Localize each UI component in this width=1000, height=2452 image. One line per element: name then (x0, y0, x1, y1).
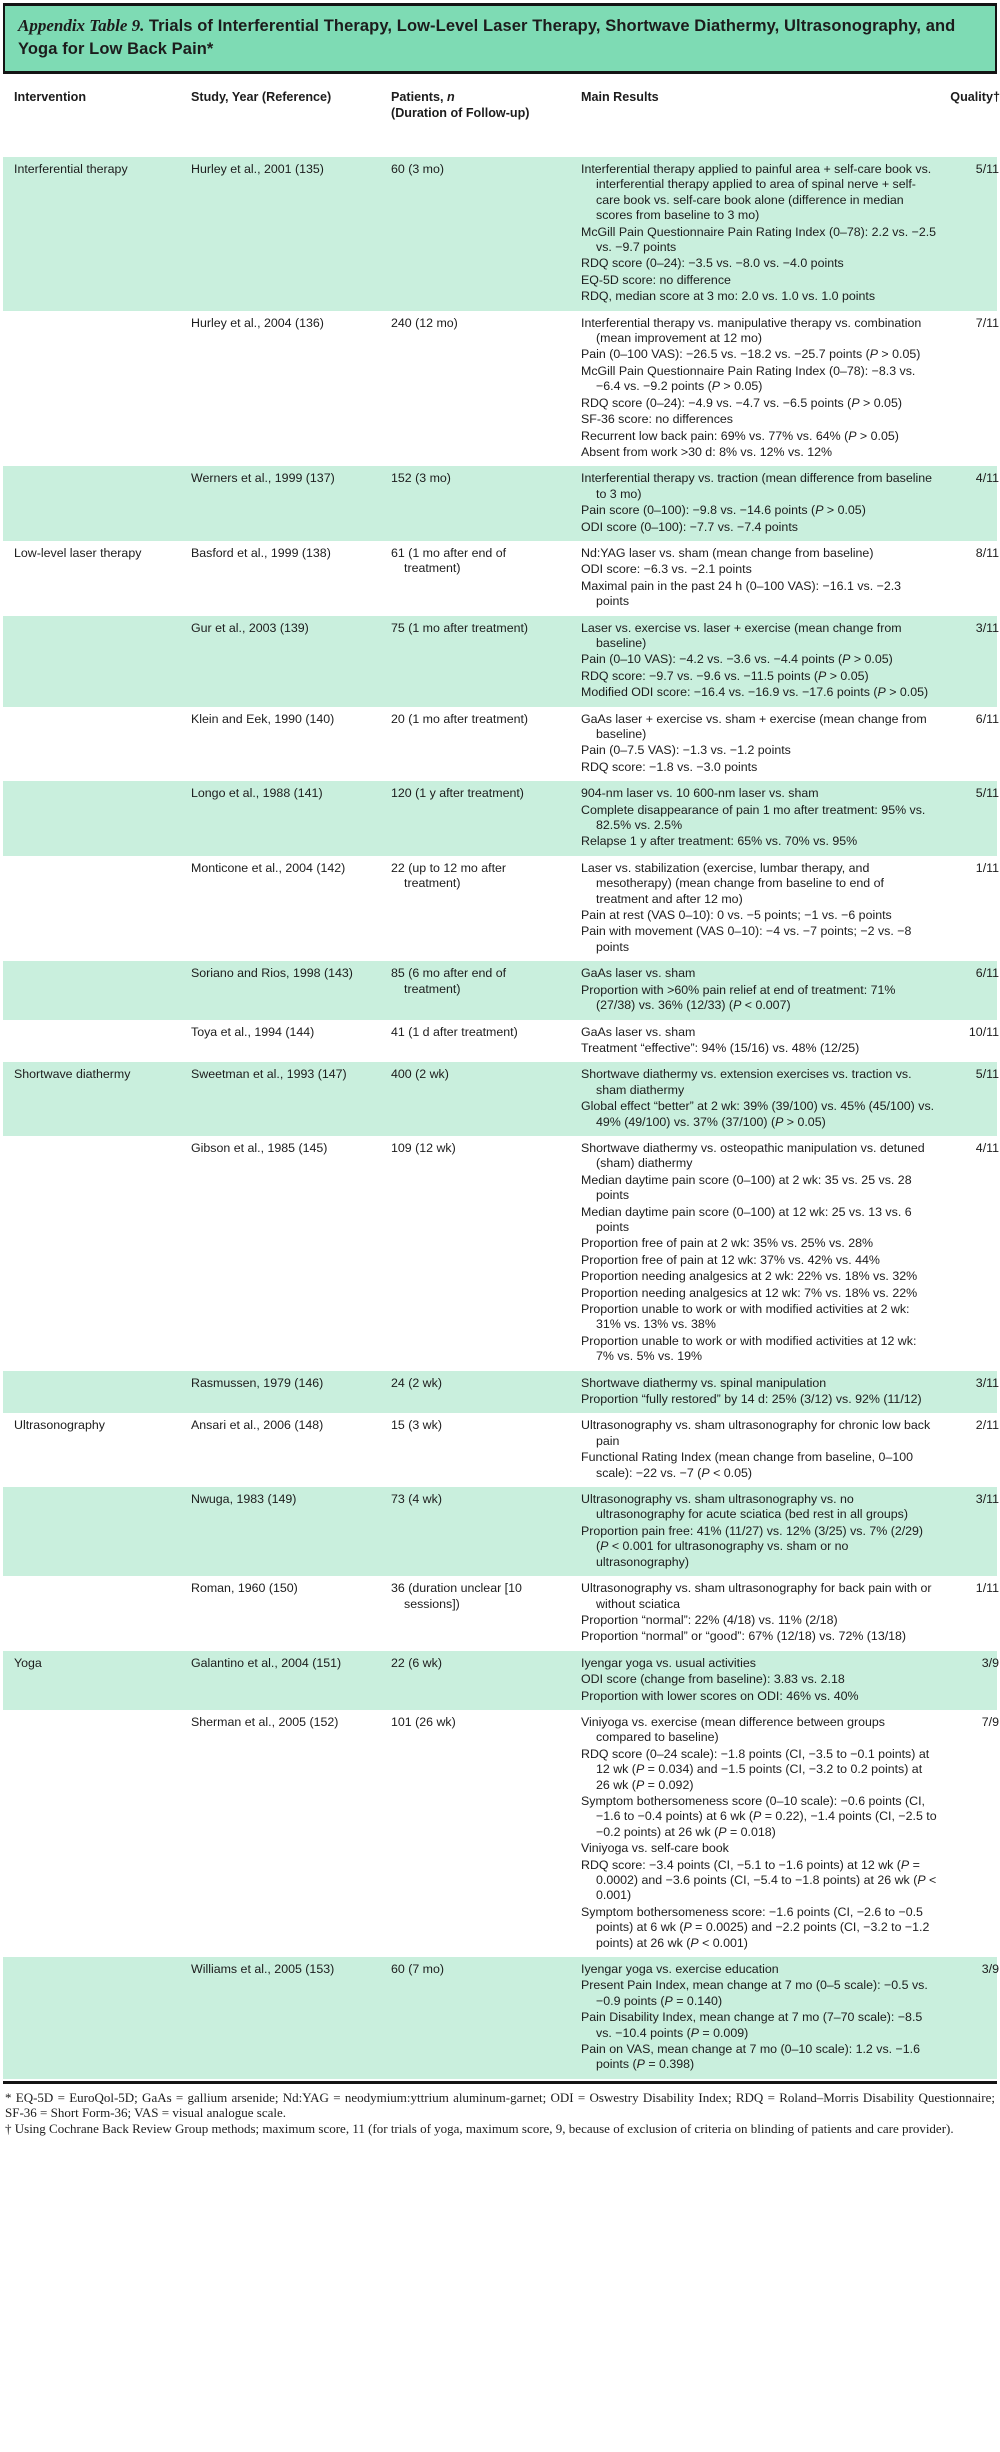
study-text: Gibson et al., 1985 (145) (191, 1140, 328, 1155)
result-line: GaAs laser vs. sham (581, 966, 696, 981)
quality-score: 3/9 (981, 1962, 999, 1977)
study-cell (191, 311, 391, 467)
study-text: Sherman et al., 2005 (152) (191, 1714, 339, 1729)
result-line: RDQ score (0–24 scale): −1.8 points (CI, −3.5 to −0.1 points) at 12 wk (P = 0.034) and −1.5 points (CI, −3.2 to 0.2 points) at 26 wk (P = 0.092) (581, 1746, 930, 1792)
result-line: EQ-5D score: no difference (581, 272, 731, 287)
result-line: Complete disappearance of pain 1 mo after treatment: 95% vs. 82.5% vs. 2.5% (581, 802, 926, 833)
patients-text: 15 (3 wk) (391, 1418, 442, 1433)
patients-text: 85 (6 mo after end of treatment) (391, 966, 507, 996)
patients-cell (391, 1487, 581, 1576)
result-line: ODI score (0–100): −7.7 vs. −7.4 points (581, 519, 798, 534)
column-header-study: Study, Year (Reference) (191, 90, 332, 104)
patients-cell (391, 856, 581, 961)
intervention-cell (3, 1487, 191, 1576)
patients-text: 120 (1 y after treatment) (391, 786, 524, 801)
results-cell (581, 1371, 947, 1414)
result-line: Interferential therapy vs. manipulative therapy vs. combination (mean improvement at 12 mo) (581, 315, 922, 346)
study-cell (191, 541, 391, 616)
patients-cell (391, 1136, 581, 1371)
result-line: RDQ score (0–24): −3.5 vs. −8.0 vs. −4.0 points (581, 256, 844, 271)
result-line: Proportion pain free: 41% (11/27) vs. 12% (3/25) vs. 7% (2/29) (P < 0.001 for ultrasonography vs. sham or no ultrasonography) (581, 1523, 924, 1569)
result-line: Global effect “better” at 2 wk: 39% (39/100) vs. 45% (45/100) vs. 49% (49/100) vs. 37% (37/100) (P > 0.05) (581, 1099, 935, 1129)
patients-cell (391, 311, 581, 467)
results-cell (581, 466, 947, 541)
patients-cell (391, 1651, 581, 1710)
patients-text: 60 (3 mo) (391, 162, 445, 176)
patients-cell (391, 1020, 581, 1063)
column-header-patients: Patients, n (Duration of Follow-up) (391, 90, 530, 120)
footnote: † Using Cochrane Back Review Group methods; maximum score, 11 (for trials of yoga, maximum score, 9, because of exclusion of criteria on blinding of patients and care provider). (5, 2120, 954, 2136)
result-line: Maximal pain in the past 24 h (0–100 VAS): −16.1 vs. −2.3 points (581, 578, 902, 609)
result-line: GaAs laser + exercise vs. sham + exercise (mean change from baseline) (581, 711, 927, 741)
table-row (3, 856, 997, 961)
result-line: Proportion with lower scores on ODI: 46% vs. 40% (581, 1688, 859, 1703)
result-line: Pain (0–7.5 VAS): −1.3 vs. −1.2 points (581, 743, 791, 758)
patients-text: 60 (7 mo) (391, 1962, 445, 1977)
study-text: Roman, 1960 (150) (191, 1581, 298, 1596)
table-row (3, 311, 997, 467)
result-line: Proportion needing analgesics at 2 wk: 22% vs. 18% vs. 32% (581, 1269, 918, 1284)
patients-n-symbol: n (447, 90, 455, 104)
intervention-cell (3, 1576, 191, 1651)
result-line: Laser vs. exercise vs. laser + exercise (mean change from baseline) (581, 620, 902, 650)
results-cell (581, 1651, 947, 1710)
results-cell (581, 1136, 947, 1371)
result-line: Relapse 1 y after treatment: 65% vs. 70% vs. 95% (581, 834, 858, 849)
results-cell (581, 781, 947, 856)
table-body (3, 157, 997, 2079)
quality-score: 5/11 (975, 1067, 999, 1082)
quality-score: 5/11 (975, 786, 999, 801)
result-line: Modified ODI score: −16.4 vs. −16.9 vs. −17.6 points (P > 0.05) (581, 685, 929, 700)
results-cell (581, 1957, 947, 2079)
intervention-cell: Ultrasonography (14, 1418, 105, 1433)
result-line: Ultrasonography vs. sham ultrasonography vs. no ultrasonography for acute sciatica (bed rest in all groups) (581, 1492, 908, 1522)
intervention-cell (3, 466, 191, 541)
result-line: Nd:YAG laser vs. sham (mean change from baseline) (581, 545, 874, 560)
result-line: Proportion free of pain at 12 wk: 37% vs. 42% vs. 44% (581, 1252, 880, 1267)
patients-text: 61 (1 mo after end of treatment) (391, 545, 507, 576)
table-title-banner (3, 3, 997, 74)
intervention-cell (3, 1371, 191, 1414)
patients-cell (391, 1062, 581, 1136)
study-text: Longo et al., 1988 (141) (191, 786, 323, 801)
patients-text: 22 (up to 12 mo after treatment) (391, 860, 507, 891)
quality-score: 8/11 (975, 545, 999, 560)
column-header-intervention: Intervention (14, 90, 87, 104)
study-cell (191, 1487, 391, 1576)
patients-text: 152 (3 mo) (391, 471, 451, 486)
column-header-row (3, 74, 1000, 157)
intervention-cell (3, 1136, 191, 1371)
patients-text: 109 (12 wk) (391, 1140, 456, 1155)
quality-score: 4/11 (975, 471, 999, 486)
study-cell (191, 1576, 391, 1651)
result-line: 904-nm laser vs. 10 600-nm laser vs. sham (581, 786, 819, 801)
quality-score: 3/9 (981, 1655, 999, 1670)
quality-score: 1/11 (975, 860, 999, 875)
result-line: Iyengar yoga vs. usual activities (581, 1655, 756, 1670)
study-cell (191, 616, 391, 707)
table-row (3, 541, 997, 616)
result-line: RDQ score: −3.4 points (CI, −5.1 to −1.6 points) at 12 wk (P = 0.0002) and −3.6 points (CI, −5.4 to −1.8 points) at 26 wk (P < 0.001) (581, 1857, 937, 1903)
intervention-cell (3, 311, 191, 467)
result-line: Pain Disability Index, mean change at 7 mo (7–70 scale): −8.5 vs. −10.4 points (P = 0.009) (581, 2010, 923, 2040)
result-line: SF-36 score: no differences (581, 412, 733, 427)
quality-score: 3/11 (975, 1375, 999, 1390)
result-line: Proportion “normal”: 22% (4/18) vs. 11% (2/18) (581, 1612, 838, 1627)
result-line: Median daytime pain score (0–100) at 12 wk: 25 vs. 13 vs. 6 points (581, 1204, 912, 1234)
patients-cell (391, 466, 581, 541)
patients-cell (391, 961, 581, 1019)
intervention-cell (3, 961, 191, 1019)
result-line: Symptom bothersomeness score (0–10 scale): −0.6 points (CI, −1.6 to −0.4 points) at 6 wk (P = 0.22), −1.4 points (CI, −2.5 to −0.2 points) at 26 wk (P = 0.018) (581, 1793, 937, 1839)
patients-cell (391, 616, 581, 707)
results-cell (581, 1576, 947, 1651)
study-cell (191, 1957, 391, 2079)
result-line: Shortwave diathermy vs. spinal manipulation (581, 1375, 827, 1390)
result-line: McGill Pain Questionnaire Pain Rating Index (0–78): −8.3 vs. −6.4 vs. −9.2 points (P > 0.05) (581, 363, 916, 394)
table-row (3, 1710, 997, 1957)
result-line: Proportion unable to work or with modified activities at 12 wk: 7% vs. 5% vs. 19% (581, 1333, 917, 1364)
intervention-cell (3, 781, 191, 856)
patients-text: 22 (6 wk) (391, 1655, 442, 1670)
study-text: Williams et al., 2005 (153) (191, 1962, 335, 1977)
quality-score: 3/11 (975, 1492, 999, 1507)
result-line: Recurrent low back pain: 69% vs. 77% vs. 64% (P > 0.05) (581, 428, 899, 443)
study-text: Hurley et al., 2001 (135) (191, 162, 324, 176)
table-row (3, 157, 997, 311)
intervention-cell: Yoga (14, 1655, 42, 1670)
table-row (3, 1020, 997, 1063)
intervention-cell: Low-level laser therapy (14, 545, 142, 560)
patients-text: 240 (12 mo) (391, 315, 458, 330)
result-line: RDQ score (0–24): −4.9 vs. −4.7 vs. −6.5 points (P > 0.05) (581, 395, 902, 410)
intervention-cell (3, 707, 191, 782)
result-line: Pain at rest (VAS 0–10): 0 vs. −5 points; −1 vs. −6 points (581, 908, 892, 923)
results-cell (581, 1062, 947, 1136)
result-line: Iyengar yoga vs. exercise education (581, 1962, 779, 1977)
study-text: Galantino et al., 2004 (151) (191, 1655, 342, 1670)
study-text: Toya et al., 1994 (144) (191, 1024, 315, 1039)
table-row (3, 1371, 997, 1414)
result-line: Pain (0–10 VAS): −4.2 vs. −3.6 vs. −4.4 points (P > 0.05) (581, 652, 893, 667)
result-line: Shortwave diathermy vs. osteopathic manipulation vs. detuned (sham) diathermy (581, 1140, 925, 1171)
quality-score: 7/11 (975, 315, 999, 330)
table-row (3, 466, 997, 541)
result-line: McGill Pain Questionnaire Pain Rating Index (0–78): 2.2 vs. −2.5 vs. −9.7 points (581, 224, 937, 255)
patients-cell (391, 1576, 581, 1651)
study-cell (191, 1020, 391, 1063)
quality-score: 10/11 (968, 1024, 999, 1039)
result-line: Laser vs. stabilization (exercise, lumbar therapy, and mesotherapy) (mean change from baseline to end of treatment and after 12 mo) (581, 860, 884, 906)
study-text: Sweetman et al., 1993 (147) (191, 1067, 347, 1082)
result-line: RDQ score: −1.8 vs. −3.0 points (581, 759, 758, 774)
study-cell (191, 707, 391, 782)
study-text: Klein and Eek, 1990 (140) (191, 711, 335, 726)
result-line: Symptom bothersomeness score: −1.6 points (CI, −2.6 to −0.5 points) at 6 wk (P = 0.0025) and −2.2 points (CI, −3.2 to −1.2 points) at 26 wk (P < 0.001) (581, 1904, 930, 1950)
result-line: Functional Rating Index (mean change from baseline, 0–100 scale): −22 vs. −7 (P < 0.05) (581, 1450, 914, 1480)
footnote: * EQ-5D = EuroQol-5D; GaAs = gallium arsenide; Nd:YAG = neodymium:yttrium aluminum-garnet; ODI = Oswestry Disability Index; RDQ = Roland–Morris Disability Questionnaire; SF-36 = Short Form-36; VAS = visual analogue scale. (5, 2089, 995, 2121)
result-line: Proportion “normal” or “good”: 67% (12/18) vs. 72% (13/18) (581, 1629, 907, 1644)
result-line: RDQ, median score at 3 mo: 2.0 vs. 1.0 vs. 1.0 points (581, 289, 876, 304)
results-cell (581, 616, 947, 707)
study-text: Ansari et al., 2006 (148) (191, 1418, 324, 1433)
result-line: Ultrasonography vs. sham ultrasonography for back pain with or without sciatica (581, 1581, 932, 1611)
table-row (3, 707, 997, 782)
results-cell (581, 1487, 947, 1576)
results-cell (581, 1020, 947, 1063)
patients-text: 400 (2 wk) (391, 1067, 449, 1082)
study-cell (191, 856, 391, 961)
result-line: Proportion unable to work or with modified activities at 2 wk: 31% vs. 13% vs. 38% (581, 1302, 910, 1332)
table-row (3, 961, 997, 1019)
results-cell (581, 961, 947, 1019)
study-text: Gur et al., 2003 (139) (191, 620, 309, 635)
intervention-cell (3, 1710, 191, 1957)
intervention-cell (3, 1020, 191, 1063)
result-line: Ultrasonography vs. sham ultrasonography for chronic low back pain (581, 1418, 931, 1448)
quality-score: 1/11 (975, 1581, 999, 1596)
study-text: Hurley et al., 2004 (136) (191, 315, 324, 330)
result-line: Present Pain Index, mean change at 7 mo (0–5 scale): −0.5 vs. −0.9 points (P = 0.140) (581, 1978, 928, 2008)
intervention-cell (3, 1957, 191, 2079)
patients-cell (391, 541, 581, 616)
result-line: Interferential therapy vs. traction (mean difference from baseline to 3 mo) (581, 471, 933, 501)
quality-score: 6/11 (975, 711, 999, 726)
result-line: Median daytime pain score (0–100) at 2 wk: 35 vs. 25 vs. 28 points (581, 1172, 912, 1203)
patients-text: 75 (1 mo after treatment) (391, 620, 529, 635)
result-line: Proportion free of pain at 2 wk: 35% vs. 25% vs. 28% (581, 1236, 874, 1251)
result-line: Shortwave diathermy vs. extension exercises vs. traction vs. sham diathermy (581, 1067, 912, 1097)
result-line: Proportion with >60% pain relief at end of treatment: 71% (27/38) vs. 36% (12/33) (P < 0.007) (581, 982, 896, 1013)
table-row (3, 1576, 997, 1651)
patients-text: 73 (4 wk) (391, 1492, 442, 1507)
quality-score: 5/11 (975, 162, 999, 176)
quality-score: 4/11 (975, 1140, 999, 1155)
table-row (3, 1651, 997, 1710)
study-cell (191, 1651, 391, 1710)
table-title-text: Trials of Interferential Therapy, Low-Level Laser Therapy, Shortwave Diathermy, Ultrasonography, and Yoga for Low Back Pain* (18, 17, 956, 58)
study-text: Basford et al., 1999 (138) (191, 545, 331, 560)
study-cell (191, 781, 391, 856)
patients-text: 24 (2 wk) (391, 1375, 442, 1390)
quality-score: 6/11 (975, 966, 999, 981)
intervention-cell: Interferential therapy (14, 162, 128, 176)
result-line: GaAs laser vs. sham (581, 1024, 696, 1039)
study-text: Monticone et al., 2004 (142) (191, 860, 346, 875)
results-cell (581, 311, 947, 467)
result-line: ODI score: −6.3 vs. −2.1 points (581, 562, 752, 577)
patients-cell (391, 707, 581, 782)
table-row (3, 1413, 997, 1487)
results-cell (581, 1413, 947, 1487)
table-row (3, 616, 997, 707)
results-cell (581, 1710, 947, 1957)
study-cell (191, 1710, 391, 1957)
results-cell (581, 541, 947, 616)
patients-cell (391, 781, 581, 856)
patients-cell (391, 1371, 581, 1414)
study-text: Rasmussen, 1979 (146) (191, 1375, 324, 1390)
result-line: RDQ score: −9.7 vs. −9.6 vs. −11.5 points (P > 0.05) (581, 668, 869, 683)
study-cell (191, 466, 391, 541)
table-row (3, 1136, 997, 1371)
result-line: Proportion “fully restored” by 14 d: 25% (3/12) vs. 92% (11/12) (581, 1392, 922, 1407)
intervention-cell (3, 856, 191, 961)
table-row (3, 1957, 997, 2079)
patients-text: 41 (1 d after treatment) (391, 1024, 518, 1039)
quality-score: 7/9 (981, 1714, 999, 1729)
study-cell (191, 961, 391, 1019)
result-line: Viniyoga vs. self-care book (581, 1841, 729, 1856)
results-cell (581, 856, 947, 961)
study-cell (191, 1136, 391, 1371)
patients-text: 20 (1 mo after treatment) (391, 711, 529, 726)
patients-text: 101 (26 wk) (391, 1714, 456, 1729)
quality-score: 2/11 (975, 1418, 999, 1433)
table-row (3, 781, 997, 856)
study-cell (191, 1413, 391, 1487)
results-cell (581, 157, 947, 311)
patients-cell (391, 1413, 581, 1487)
patients-cell (391, 1710, 581, 1957)
results-cell (581, 707, 947, 782)
study-text: Werners et al., 1999 (137) (191, 471, 335, 486)
result-line: Pain (0–100 VAS): −26.5 vs. −18.2 vs. −25.7 points (P > 0.05) (581, 347, 921, 362)
table-title (18, 15, 981, 61)
patients-text: 36 (duration unclear [10 sessions]) (391, 1581, 522, 1611)
study-cell (191, 1062, 391, 1136)
patients-cell (391, 1957, 581, 2079)
study-text: Soriano and Rios, 1998 (143) (191, 966, 353, 981)
result-line: Interferential therapy applied to painful area + self-care book vs. interferential therapy applied to area of spinal nerve + self-care book vs. self-care book alone (difference in median scores from baseline to 3 mo) (581, 162, 932, 223)
study-text: Nwuga, 1983 (149) (191, 1492, 297, 1507)
result-line: Pain with movement (VAS 0–10): −4 vs. −7 points; −2 vs. −8 points (581, 924, 912, 954)
result-line: Proportion needing analgesics at 12 wk: 7% vs. 18% vs. 22% (581, 1285, 918, 1300)
intervention-cell (3, 616, 191, 707)
study-cell (191, 1371, 391, 1414)
table-title-label: Appendix Table 9. (18, 16, 145, 35)
intervention-cell: Shortwave diathermy (14, 1067, 131, 1082)
result-line: ODI score (change from baseline): 3.83 vs. 2.18 (581, 1672, 845, 1687)
result-line: Pain score (0–100): −9.8 vs. −14.6 points (P > 0.05) (581, 503, 866, 518)
column-header-quality: Quality† (950, 90, 1000, 104)
table-row (3, 1487, 997, 1576)
study-cell (191, 157, 391, 311)
column-header-followup: (Duration of Follow-up) (391, 105, 530, 120)
result-line: Pain on VAS, mean change at 7 mo (0–10 scale): 1.2 vs. −1.6 points (P = 0.398) (581, 2042, 920, 2072)
result-line: Viniyoga vs. exercise (mean difference between groups compared to baseline) (581, 1714, 885, 1745)
table-row (3, 1062, 997, 1136)
result-line: Treatment “effective”: 94% (15/16) vs. 48% (12/25) (581, 1040, 860, 1055)
column-header-results: Main Results (581, 90, 659, 104)
patients-cell (391, 157, 581, 311)
result-line: Absent from work >30 d: 8% vs. 12% vs. 12% (581, 444, 833, 459)
footnotes (3, 2084, 997, 2137)
quality-score: 3/11 (975, 620, 999, 635)
